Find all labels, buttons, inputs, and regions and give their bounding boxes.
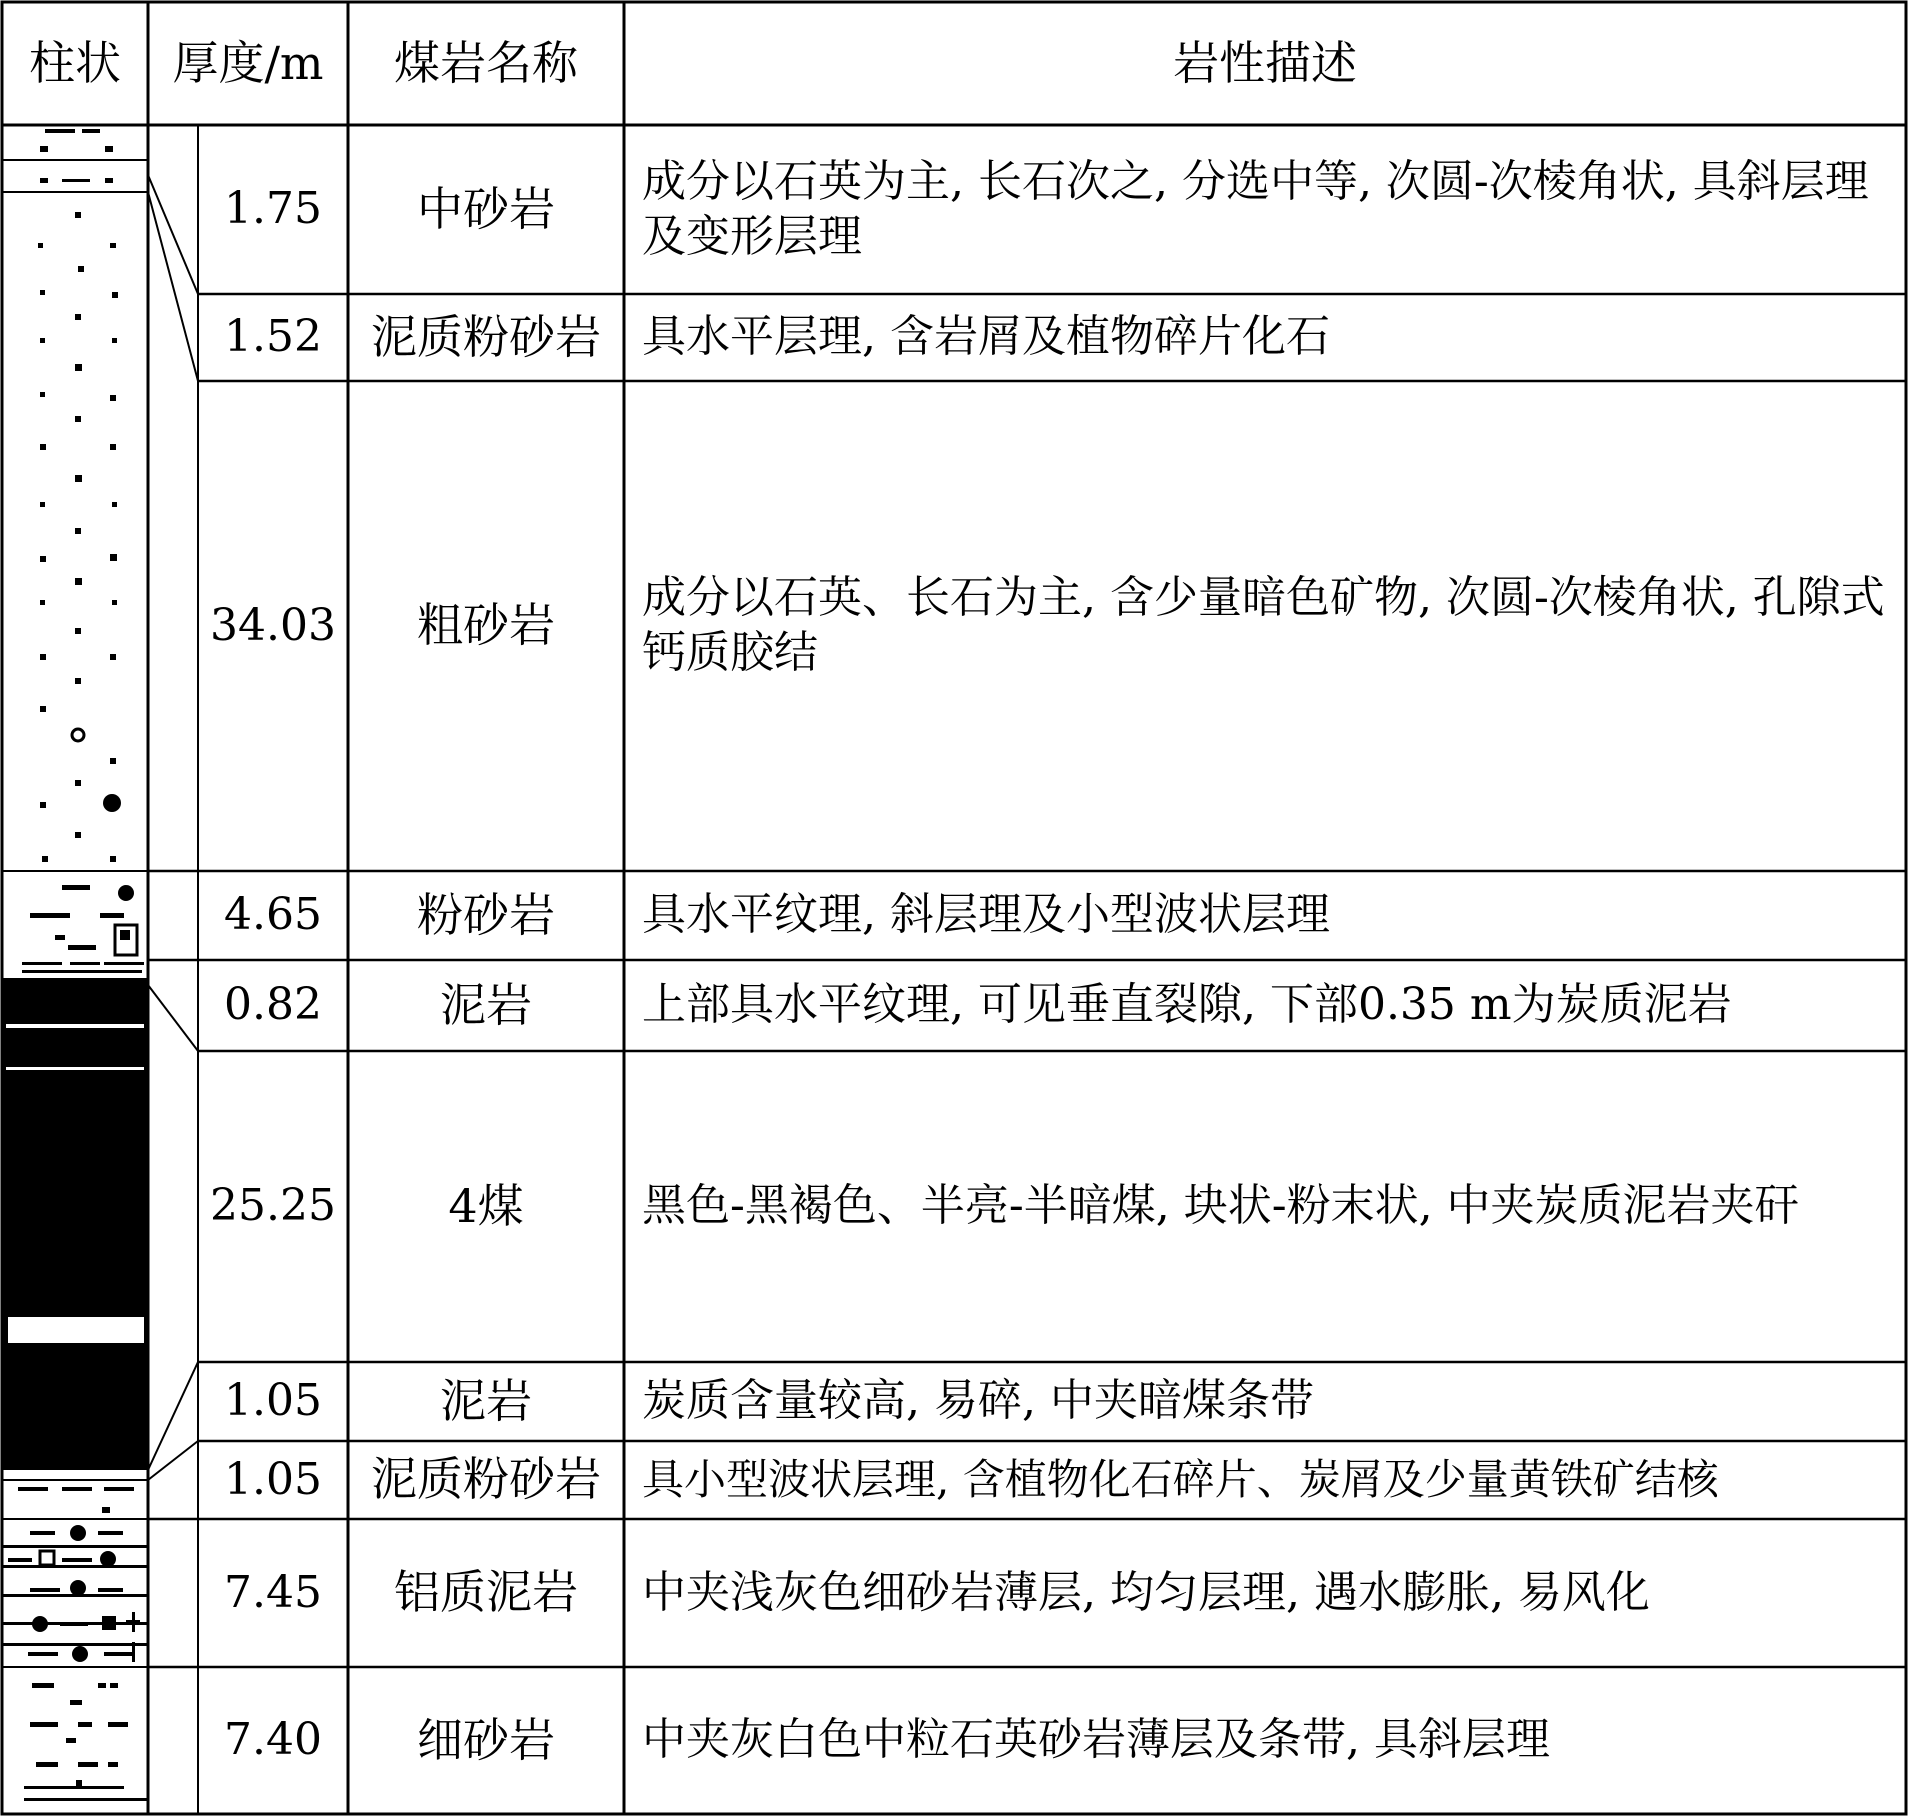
rock-name-cell: 泥质粉砂岩 — [371, 309, 601, 364]
description-cell: 炭质含量较高, 易碎, 中夹暗煤条带 — [642, 1375, 1314, 1427]
rock-name-cell: 中砂岩 — [417, 181, 555, 236]
rock-name-cell: 泥岩 — [440, 1373, 532, 1428]
aluminous-mudstone-pattern — [2, 1525, 148, 1662]
description-cell: 具水平纹理, 斜层理及小型波状层理 — [642, 889, 1330, 941]
header-description: 岩性描述 — [1173, 35, 1357, 90]
coal-seam-pattern — [2, 962, 148, 1470]
description-cell: 成分以石英为主, 长石次之, 分选中等, 次圆-次棱角状, 具斜层理及变形层理 — [642, 155, 1869, 262]
description-cell: 具小型波状层理, 含植物化石碎片、炭屑及少量黄铁矿结核 — [642, 1454, 1719, 1504]
description-cell: 具水平层理, 含岩屑及植物碎片化石 — [642, 311, 1330, 363]
description-cell: 中夹浅灰色细砂岩薄层, 均匀层理, 遇水膨胀, 易风化 — [642, 1566, 1650, 1618]
rock-name-cell: 粗砂岩 — [417, 598, 555, 653]
header-column: 柱状 — [29, 35, 121, 90]
sandstone-symbols — [40, 129, 113, 183]
coarse-sandstone-pattern — [38, 212, 121, 862]
description-cell: 中夹灰白色中粒石英砂岩薄层及条带, 具斜层理 — [642, 1714, 1550, 1766]
description-cell: 黑色-黑褐色、半亮-半暗煤, 块状-粉末状, 中夹炭质泥岩夹矸 — [642, 1180, 1799, 1232]
thickness-cell: 0.82 — [224, 979, 322, 1031]
thickness-cell: 4.65 — [224, 889, 322, 941]
rock-name-cell: 铝质泥岩 — [394, 1565, 578, 1620]
header-name: 煤岩名称 — [394, 35, 578, 90]
description-cell: 上部具水平纹理, 可见垂直裂隙, 下部0.35 m为炭质泥岩 — [642, 979, 1732, 1031]
rock-name-cell: 4煤 — [448, 1178, 524, 1233]
thickness-cell: 1.75 — [224, 183, 322, 235]
thickness-cell: 25.25 — [210, 1180, 336, 1232]
thickness-cell: 1.05 — [224, 1453, 322, 1505]
rock-name-cell: 粉砂岩 — [417, 887, 555, 942]
thickness-cell: 7.40 — [224, 1714, 322, 1766]
rock-name-cell: 泥质粉砂岩 — [371, 1452, 601, 1507]
fine-sandstone-pattern — [24, 1683, 148, 1801]
siltstone-pattern — [30, 885, 137, 955]
rock-name-cell: 泥岩 — [440, 977, 532, 1032]
thickness-cell: 1.05 — [224, 1375, 322, 1427]
rock-name-cell: 细砂岩 — [417, 1712, 555, 1767]
thickness-cell: 1.52 — [224, 311, 322, 363]
description-cell: 成分以石英、长石为主, 含少量暗色矿物, 次圆-次棱角状, 孔隙式钙质胶结 — [642, 572, 1885, 678]
header-thickness: 厚度/m — [172, 35, 324, 90]
mudstone-pattern — [18, 1487, 134, 1513]
thickness-cell: 7.45 — [224, 1566, 322, 1618]
thickness-cell: 34.03 — [210, 599, 336, 651]
